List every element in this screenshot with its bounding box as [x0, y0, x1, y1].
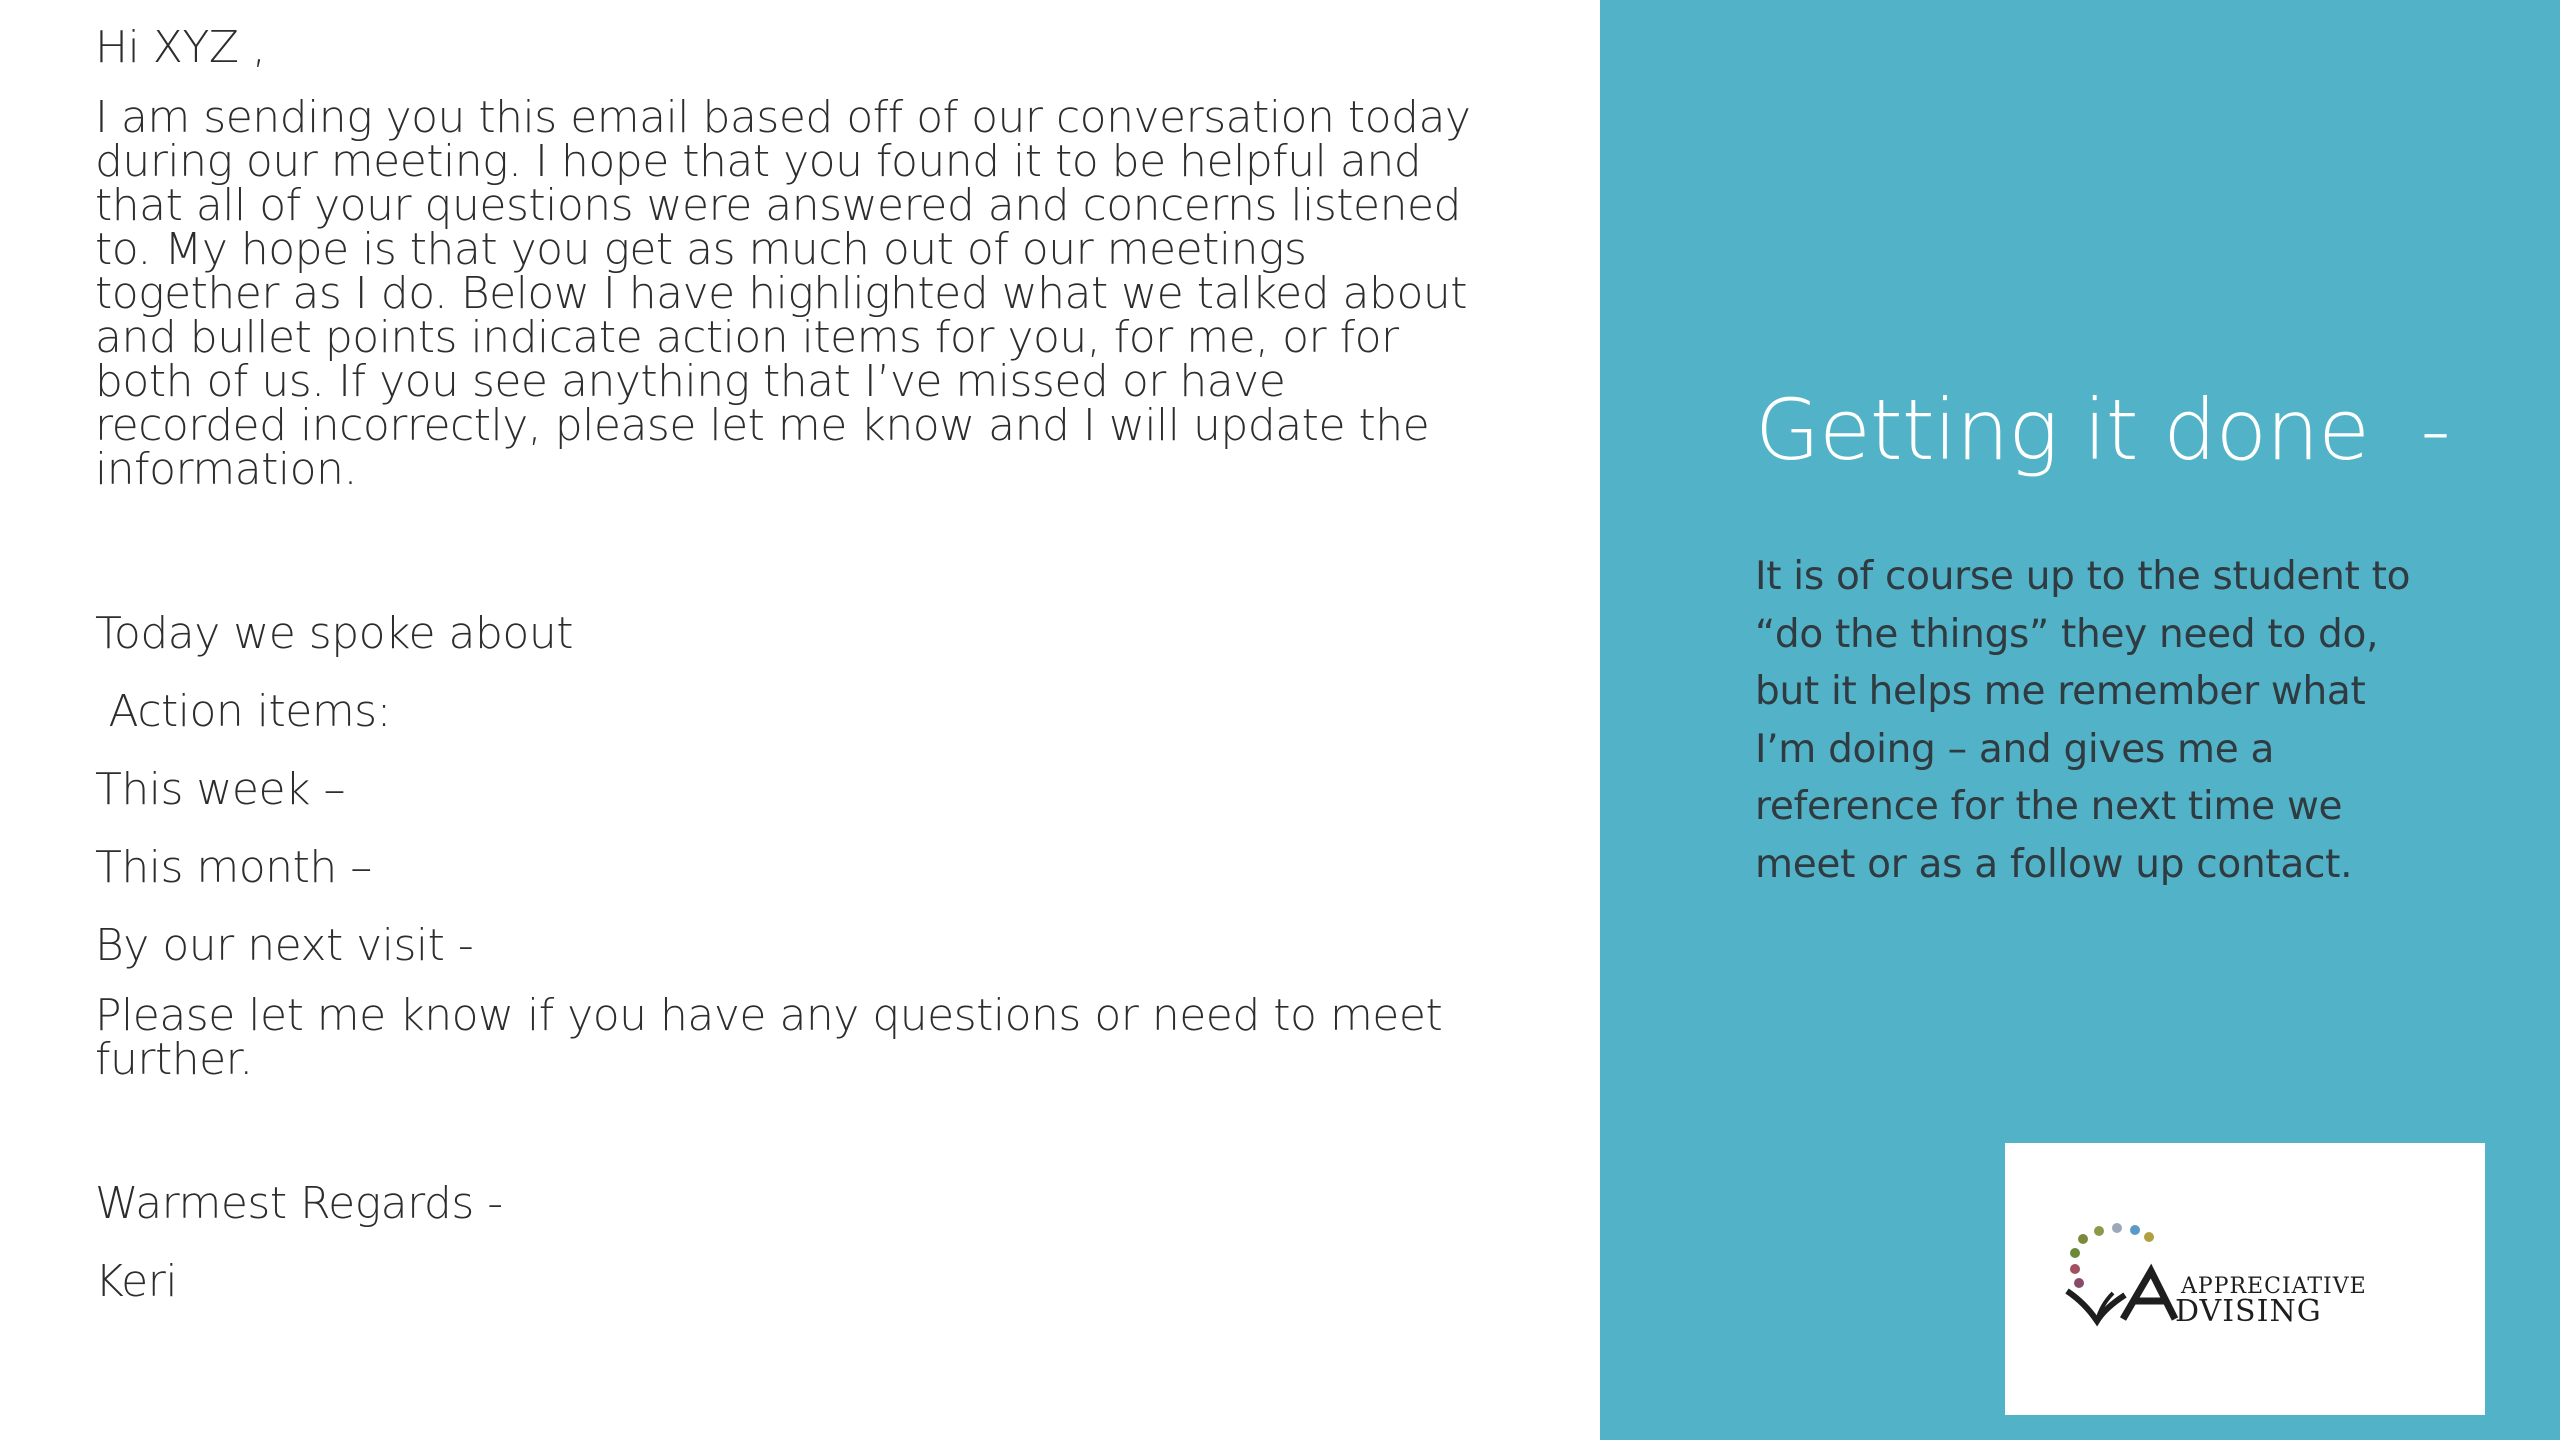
sidebar-text-line: but it helps me remember what — [1755, 669, 2366, 714]
sidebar-text-line: It is of course up to the student to — [1755, 554, 2411, 599]
spoke-about-line: Today we spoke about — [95, 608, 573, 659]
email-body-line: that all of your questions were answered and concerns listened — [95, 180, 1461, 231]
email-body-line: information. — [95, 444, 357, 495]
regards-line: Warmest Regards - — [95, 1178, 503, 1229]
email-body-line: recorded incorrectly, please let me know and I will update the — [95, 400, 1430, 451]
logo-dot — [2112, 1223, 2122, 1233]
action-items-line: Action items: — [95, 686, 391, 737]
appreciative-advising-logo — [2005, 1143, 2485, 1415]
logo-dot — [2070, 1264, 2080, 1274]
email-body-paragraph — [95, 92, 1575, 495]
logo-dot — [2070, 1248, 2080, 1258]
logo-dot — [2094, 1226, 2104, 1236]
logo-dot — [2078, 1234, 2088, 1244]
sidebar-text-line: meet or as a follow up contact. — [1755, 841, 2353, 887]
email-body-line: to. My hope is that you get as much out of our meetings — [95, 224, 1307, 275]
spacer — [95, 1082, 1575, 1174]
spacer — [95, 492, 1575, 604]
logo-figure — [2067, 1291, 2125, 1321]
email-body-line: and bullet points indicate action items for you, for me, or for — [95, 312, 1399, 363]
email-greeting: Hi XYZ , — [95, 22, 266, 73]
sidebar-text-line: “do the things” they need to do, — [1755, 611, 2379, 657]
this-month-line: This month – — [95, 842, 372, 893]
logo-text-top: APPRECIATIVE — [2181, 1274, 2367, 1299]
logo-box — [2005, 1143, 2485, 1415]
logo-dot — [2074, 1278, 2084, 1288]
closing-line: further. — [95, 1034, 253, 1085]
this-week-line: This week – — [95, 764, 345, 815]
next-visit-line: By our next visit - — [95, 920, 474, 971]
logo-dot — [2130, 1225, 2140, 1235]
email-body — [95, 18, 1575, 1330]
email-body-line: together as I do. Below I have highlighted what we talked about — [95, 268, 1468, 319]
sidebar-panel — [1600, 0, 2560, 1440]
sidebar-text — [1755, 548, 2455, 893]
logo-letter-a — [2123, 1271, 2175, 1319]
sidebar-text-line: I’m doing – and gives me a — [1755, 726, 2275, 772]
email-body-line: both of us. If you see anything that I’ve missed or have — [95, 356, 1286, 407]
closing-line: Please let me know if you have any questions or need to meet — [95, 990, 1443, 1041]
sidebar-text-line: reference for the next time we — [1755, 784, 2343, 829]
logo-dot — [2144, 1232, 2154, 1242]
email-body-line: during our meeting. I hope that you found it to be helpful and — [95, 136, 1422, 187]
logo-text-bottom: DVISING — [2175, 1294, 2322, 1329]
closing-paragraph — [95, 990, 1575, 1085]
email-body-line: I am sending you this email based off of our conversation today — [95, 92, 1471, 143]
signature-line: Keri — [95, 1256, 178, 1307]
sidebar-title: Getting it done - — [1755, 381, 2450, 479]
